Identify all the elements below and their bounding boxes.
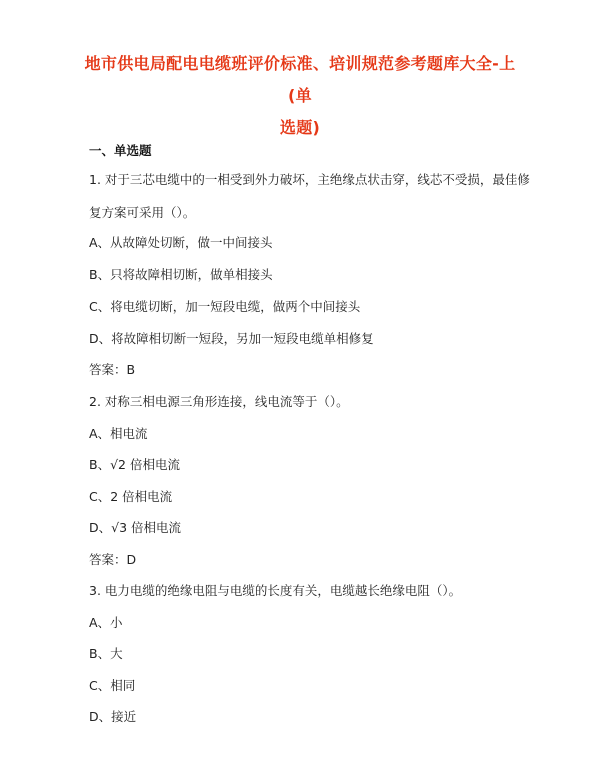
question-3-option-c: C、相同 <box>89 678 136 693</box>
question-1-option-b: B、只将故障相切断，做单相接头 <box>89 267 273 282</box>
question-3-option-b: B、大 <box>89 646 123 661</box>
question-3-option-a: A、小 <box>89 615 123 630</box>
document-title <box>80 48 520 144</box>
question-1-option-c: C、将电缆切断，加一短段电缆，做两个中间接头 <box>89 299 361 314</box>
section-heading: 一、单选题 <box>89 143 152 158</box>
question-1-option-a: A、从故障处切断，做一中间接头 <box>89 235 273 250</box>
title-line-2: 选题) <box>279 118 321 137</box>
question-3-option-d: D、接近 <box>89 709 137 724</box>
question-1-stem-line-2: 复方案可采用（）。 <box>89 205 196 220</box>
question-2-answer: 答案：D <box>89 552 137 567</box>
question-2-option-d: D、√3 倍相电流 <box>89 520 182 535</box>
question-2-option-b: B、√2 倍相电流 <box>89 457 180 472</box>
question-1-option-d: D、将故障相切断一短段，另加一短段电缆单相修复 <box>89 331 374 346</box>
question-2-option-a: A、相电流 <box>89 426 148 441</box>
question-2-option-c: C、2 倍相电流 <box>89 489 173 504</box>
title-line-1: 地市供电局配电电缆班评价标准、培训规范参考题库大全-上(单 <box>84 54 516 105</box>
question-3-stem: 3. 电力电缆的绝缘电阻与电缆的长度有关，电缆越长绝缘电阻（）。 <box>89 583 462 598</box>
question-1-answer: 答案：B <box>89 362 136 377</box>
question-2-stem: 2. 对称三相电源三角形连接，线电流等于（）。 <box>89 394 349 409</box>
question-1-stem-line-1: 1. 对于三芯电缆中的一相受到外力破坏，主绝缘点状击穿，线芯不受损，最佳修 <box>89 172 530 187</box>
